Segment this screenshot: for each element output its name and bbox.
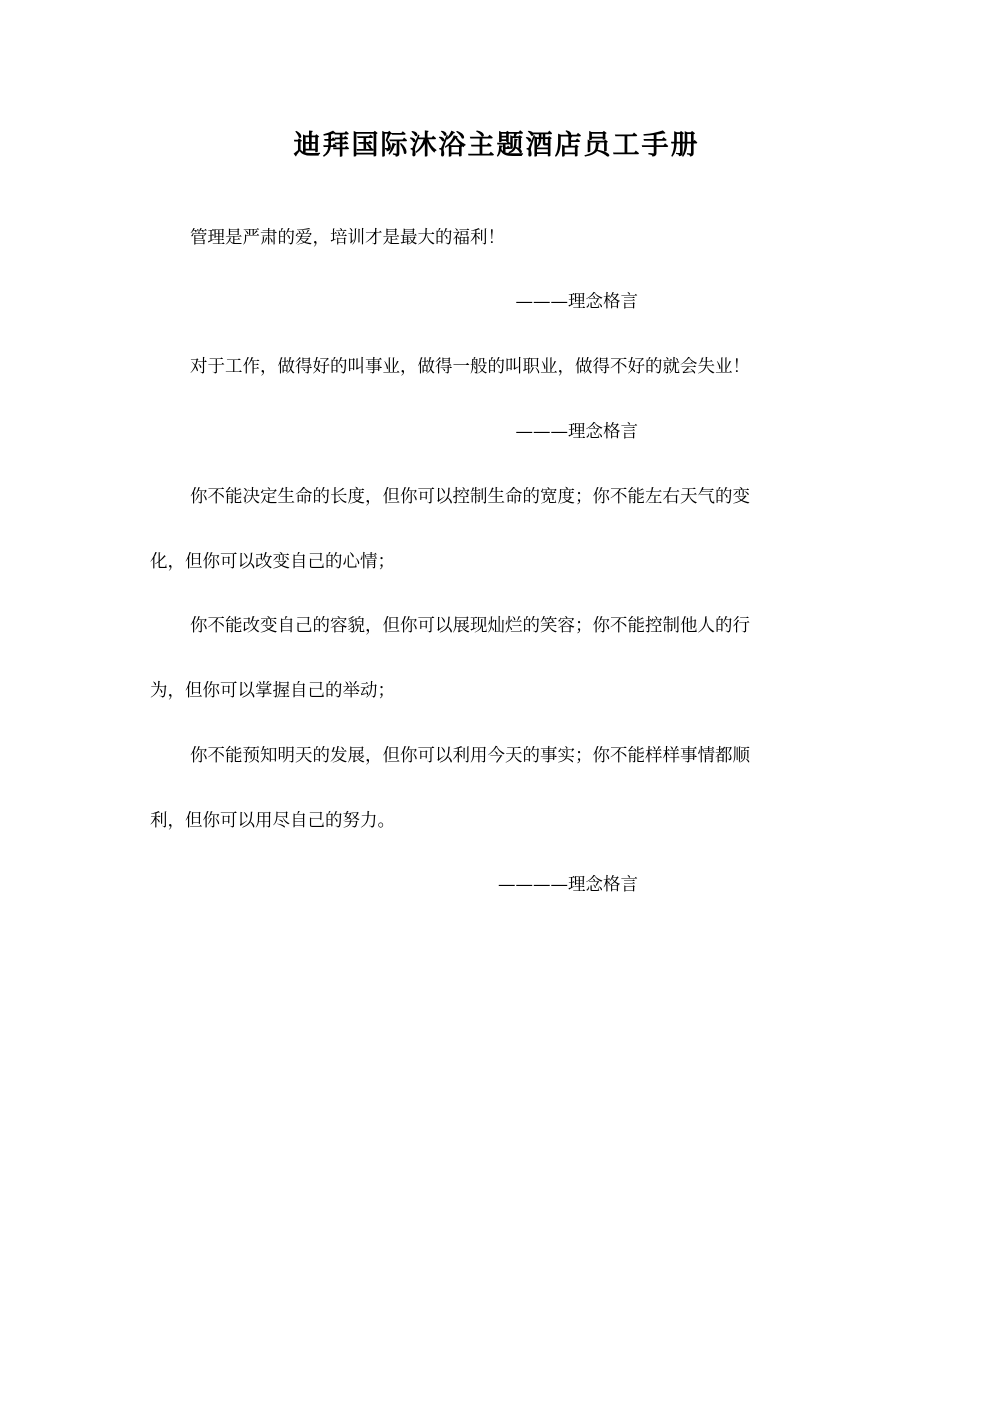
quote-1-signature: ———理念格言 [515, 292, 638, 312]
document-title: 迪拜国际沐浴主题酒店员工手册 [293, 130, 700, 161]
quote-3-line-4: 为，但你可以掌握自己的举动； [150, 681, 395, 701]
quote-3-line-1: 你不能决定生命的长度，但你可以控制生命的宽度；你不能左右天气的变 [190, 487, 750, 507]
quote-3-line-3: 你不能改变自己的容貌，但你可以展现灿烂的笑容；你不能控制他人的行 [190, 616, 750, 636]
quote-2-signature: ———理念格言 [515, 422, 638, 442]
quote-2-line-1: 对于工作，做得好的叫事业，做得一般的叫职业，做得不好的就会失业！ [190, 357, 750, 377]
quote-3-line-6: 利，但你可以用尽自己的努力。 [150, 811, 395, 831]
quote-1-line-1: 管理是严肃的爱，培训才是最大的福利！ [190, 228, 505, 248]
quote-3-line-5: 你不能预知明天的发展，但你可以利用今天的事实；你不能样样事情都顺 [190, 746, 750, 766]
quote-3-line-2: 化，但你可以改变自己的心情； [150, 552, 395, 572]
quote-3-signature: ————理念格言 [498, 875, 638, 895]
